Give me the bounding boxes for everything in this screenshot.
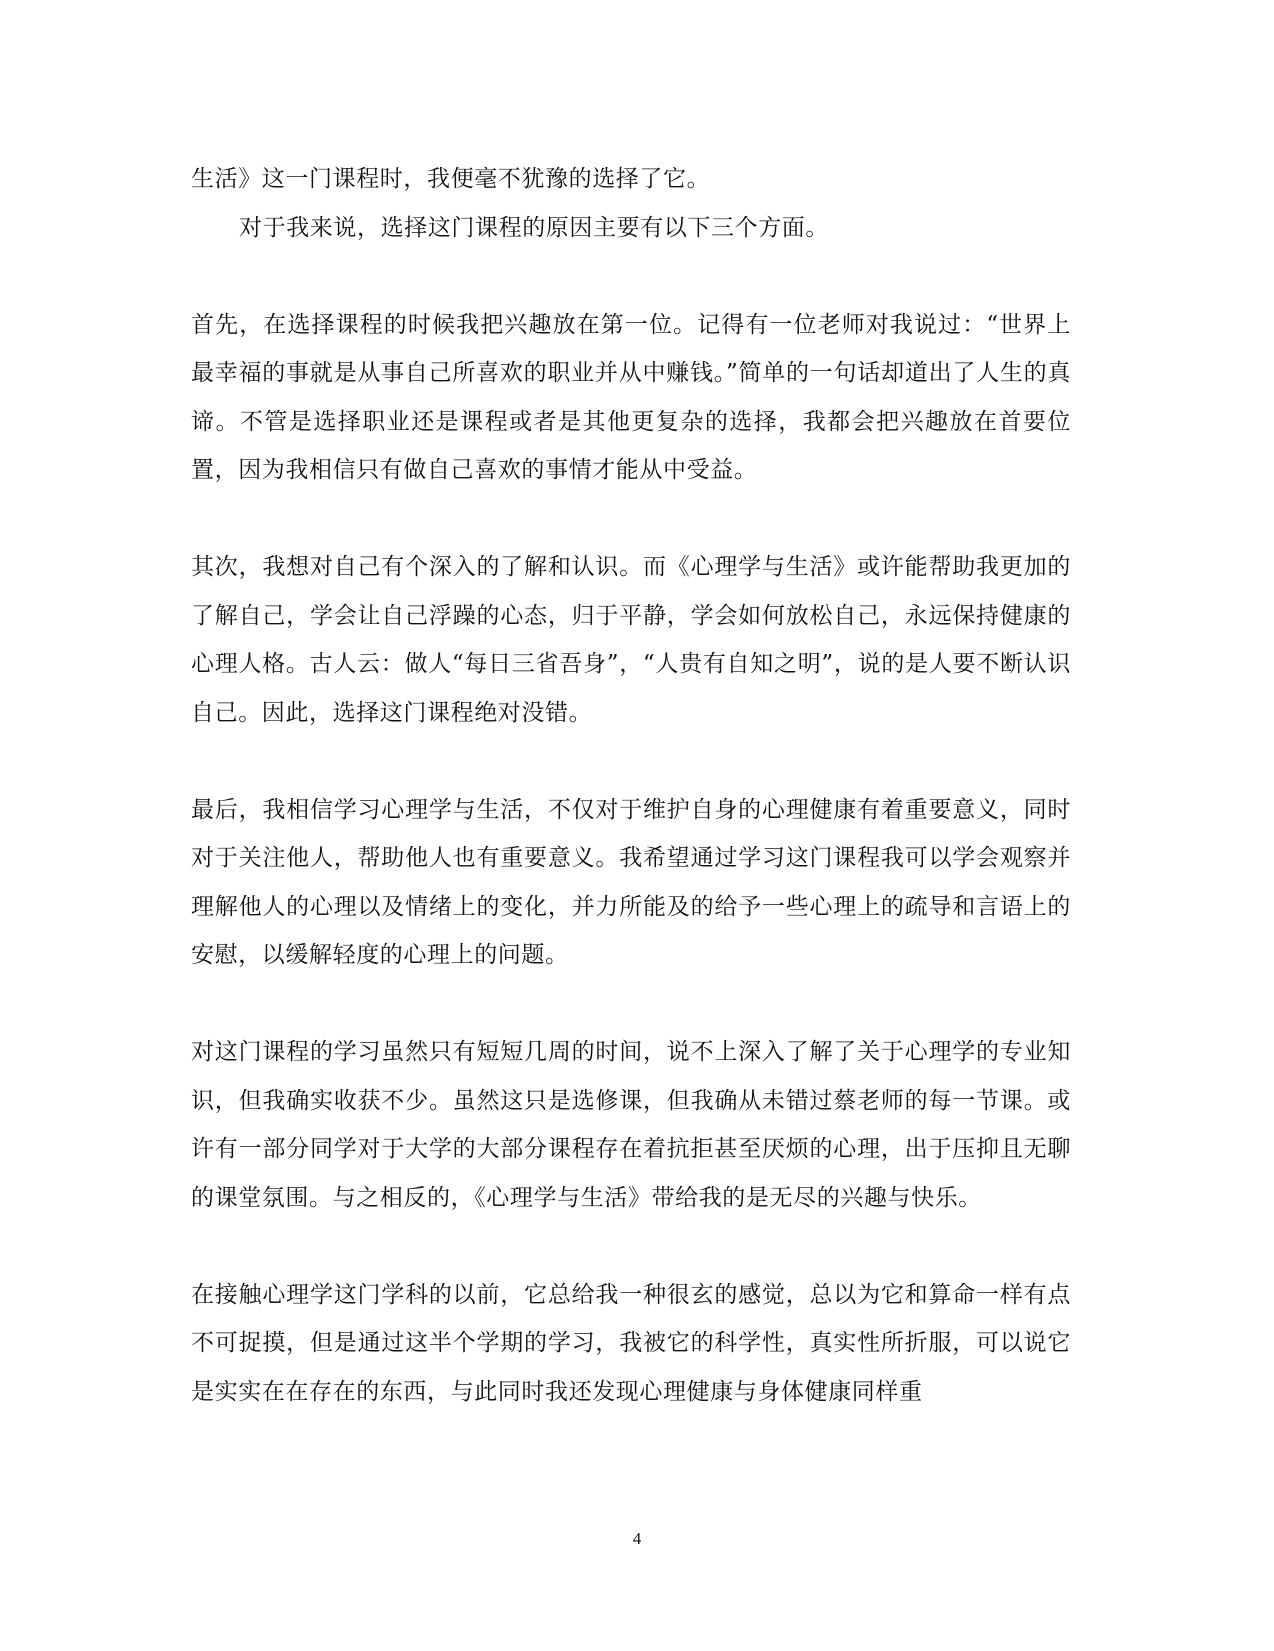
paragraph-third-reason: 最后，我相信学习心理学与生活，不仅对于维护自身的心理健康有着重要意义，同时对于关注他人，帮助他人也有重要意义。我希望通过学习这门课程我可以学会观察并理解他人的心理以及情绪上的变化，并力所能及的给予一些心理上的疏导和言语上的安慰，以缓解轻度的心理上的问题。: [191, 796, 1071, 968]
paragraph-continuation: 生活》这一门课程时，我便毫不犹豫的选择了它。: [191, 166, 711, 192]
paragraph-intro-reasons: 对于我来说，选择这门课程的原因主要有以下三个方面。: [239, 214, 829, 241]
paragraph-first-reason: 首先，在选择课程的时候我把兴趣放在第一位。记得有一位老师对我说过：“世界上最幸福的事就是从事自己所喜欢的职业并从中赚钱。”简单的一句话却道出了人生的真谛。不管是选择职业还是课程或者是其他更复杂的选择，我都会把兴趣放在首要位置，因为我相信只有做自己喜欢的事情才能从中受益。: [191, 311, 1071, 483]
paragraph-course-experience: 对这门课程的学习虽然只有短短几周的时间，说不上深入了解了关于心理学的专业知识，但我确实收获不少。虽然这只是选修课，但我确从未错过蔡老师的每一节课。或许有一部分同学对于大学的大部分课程存在着抗拒甚至厌烦的心理，出于压抑且无聊的课堂氛围。与之相反的，《心理学与生活》带给我的是无尽的兴趣与快乐。: [191, 1039, 1071, 1211]
paragraph-impression: 在接触心理学这门学科的以前，它总给我一种很玄的感觉，总以为它和算命一样有点不可捉摸，但是通过这半个学期的学习，我被它的科学性，真实性所折服，可以说它是实实在在存在的东西，与此同时我还发现心理健康与身体健康同样重: [191, 1281, 1071, 1405]
body-text: [191, 155, 1071, 1416]
paragraph-second-reason: 其次，我想对自己有个深入的了解和认识。而《心理学与生活》或许能帮助我更加的了解自己，学会让自己浮躁的心态，归于平静，学会如何放松自己，永远保持健康的心理人格。古人云：做人“每日三省吾身”，“人贵有自知之明”，说的是人要不断认识自己。因此，选择这门课程绝对没错。: [191, 554, 1071, 726]
page-number: 4: [632, 1529, 642, 1548]
